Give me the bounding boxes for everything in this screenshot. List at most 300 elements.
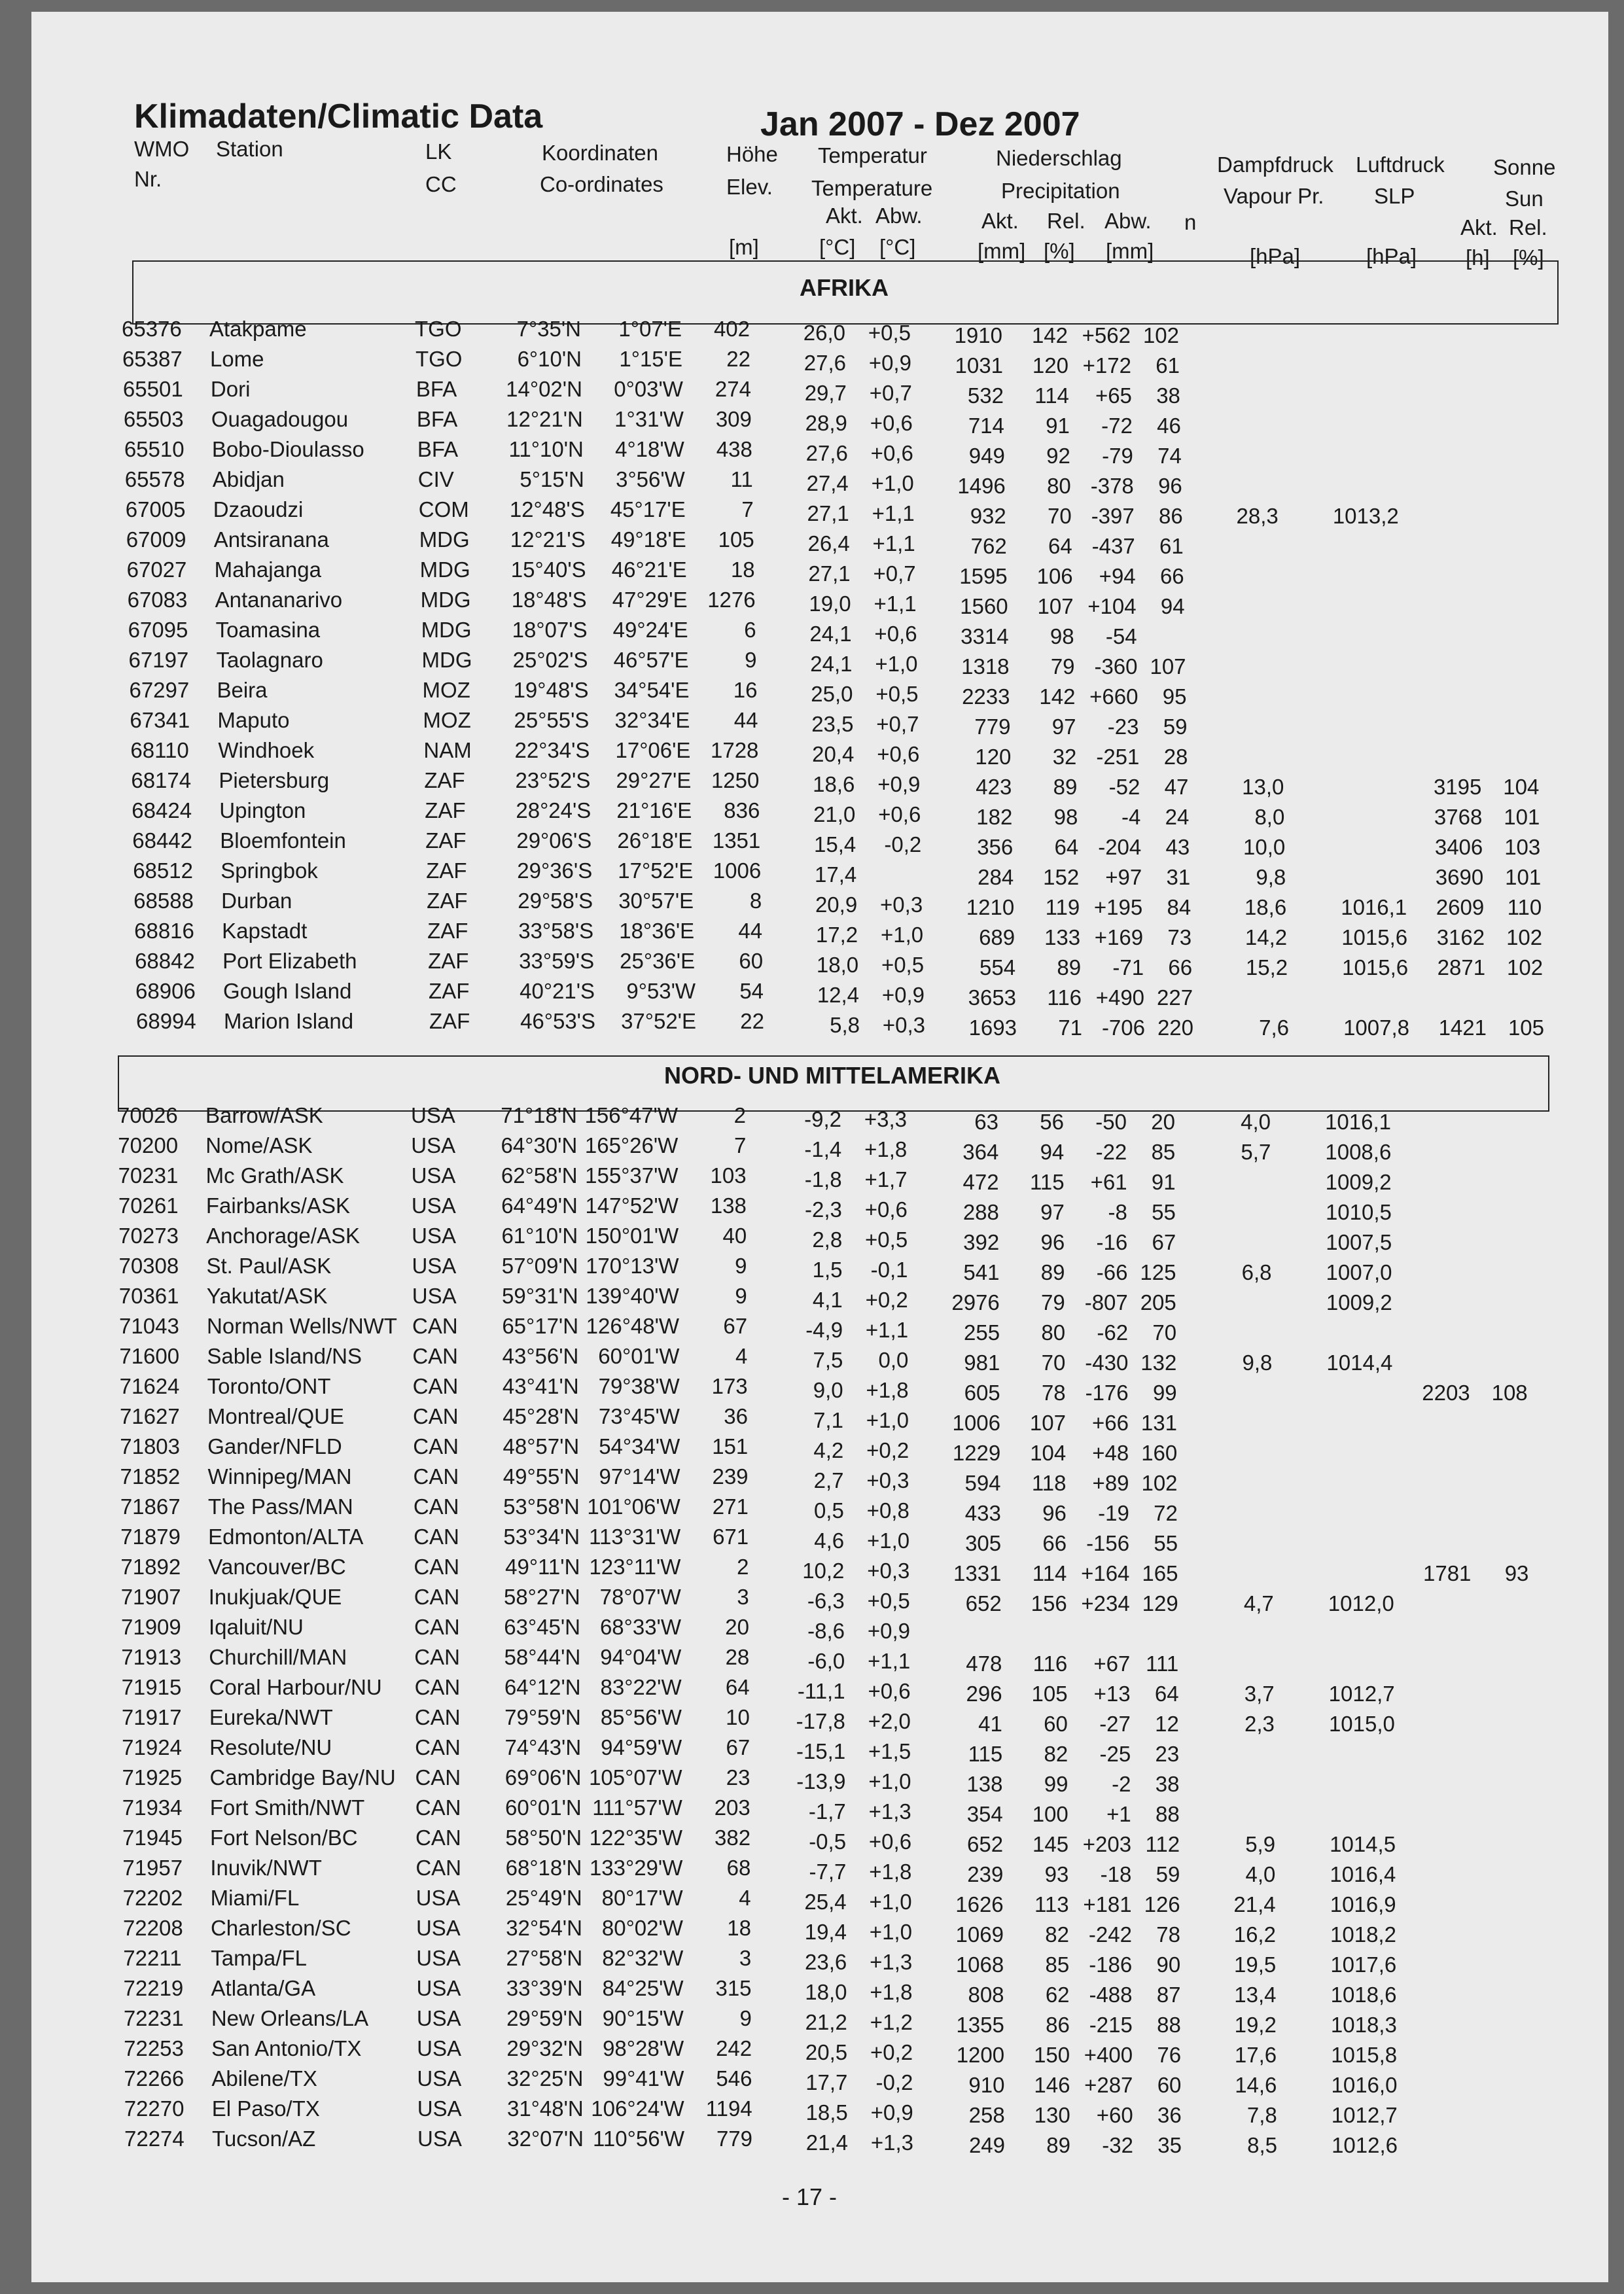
wmo-number: 70361 (118, 1284, 179, 1308)
precip-deviation: -16 (1096, 1230, 1128, 1254)
precip-deviation: -488 (1089, 1983, 1133, 2007)
latitude: 29°36'S (517, 858, 593, 883)
elevation: 44 (738, 919, 763, 943)
temp-actual: -9,2 (804, 1107, 841, 1131)
longitude: 170°13'W (586, 1254, 679, 1278)
precip-relative: 133 (1044, 925, 1081, 949)
precip-days: 78 (1156, 1922, 1180, 1947)
elevation: 1194 (705, 2096, 752, 2121)
precip-deviation: +1 (1106, 1802, 1131, 1826)
precip-days: 35 (1157, 2133, 1182, 2157)
sea-level-pressure: 1017,6 (1330, 1952, 1397, 1977)
temp-deviation: +1,1 (865, 1318, 909, 1342)
temp-actual: -15,1 (796, 1739, 846, 1763)
elevation: 10 (726, 1705, 750, 1729)
precip-relative: 89 (1046, 2133, 1070, 2157)
vapour-pressure: 10,0 (1243, 835, 1286, 859)
sunshine-relative: 110 (1507, 895, 1542, 919)
station-name: Antsiranana (213, 527, 329, 552)
wmo-number: 71909 (121, 1615, 181, 1639)
header-elev: Elev. (726, 175, 773, 199)
precip-actual: 762 (970, 534, 1007, 558)
station-name: Churchill/MAN (209, 1645, 347, 1669)
station-name: Iqaluit/NU (209, 1615, 304, 1639)
precip-days: 132 (1140, 1350, 1177, 1375)
sea-level-pressure: 1010,5 (1325, 1200, 1392, 1224)
country-code: MDG (421, 648, 472, 672)
latitude: 48°57'N (503, 1434, 580, 1458)
header-nied-unit-abw: [mm] (1106, 239, 1154, 263)
table-row (0, 434, 1624, 468)
precip-relative: 89 (1053, 775, 1078, 799)
temp-deviation: +0,2 (866, 1438, 909, 1462)
vapour-pressure: 7,8 (1246, 2103, 1277, 2127)
temp-deviation: +0,6 (874, 622, 917, 646)
elevation: 836 (724, 798, 760, 822)
longitude: 34°54'E (614, 678, 690, 702)
latitude: 15°40'S (510, 557, 586, 582)
temp-actual: 17,7 (805, 2070, 848, 2094)
latitude: 58°50'N (505, 1826, 582, 1850)
table-row (0, 946, 1624, 979)
temp-deviation: +0,9 (870, 2100, 913, 2125)
sea-level-pressure: 1015,6 (1342, 955, 1409, 979)
precip-days: 131 (1140, 1411, 1177, 1435)
precip-relative: 120 (1032, 353, 1068, 378)
precip-deviation: +562 (1082, 323, 1131, 347)
temp-actual: -17,8 (796, 1709, 845, 1733)
precip-actual: 554 (980, 955, 1016, 979)
precip-days: 66 (1168, 955, 1193, 979)
latitude: 5°15'N (520, 467, 584, 491)
longitude: 25°36'E (620, 949, 696, 973)
country-code: USA (415, 1916, 461, 1940)
temp-actual: 12,4 (817, 983, 860, 1007)
precip-days: 36 (1157, 2103, 1182, 2127)
precip-days: 61 (1159, 534, 1184, 558)
precip-deviation: -79 (1102, 444, 1133, 468)
precip-actual: 689 (979, 925, 1015, 949)
elevation: 242 (716, 2036, 752, 2060)
country-code: USA (412, 1284, 457, 1308)
station-name: Antananarivo (215, 588, 343, 612)
precip-deviation: -437 (1091, 534, 1135, 558)
country-code: CAN (415, 1856, 462, 1880)
latitude: 7°35'N (516, 317, 581, 341)
temp-deviation: 0,0 (878, 1348, 909, 1372)
vapour-pressure: 14,2 (1244, 925, 1288, 949)
precip-actual: 1331 (953, 1561, 1002, 1585)
table-row (0, 344, 1624, 378)
precip-days: 87 (1156, 1983, 1181, 2007)
elevation: 203 (714, 1795, 750, 1820)
precip-actual: 3653 (968, 985, 1017, 1010)
precip-days: 59 (1163, 715, 1188, 739)
table-row (0, 1582, 1624, 1615)
table-row (0, 314, 1624, 347)
temp-deviation: +0,6 (878, 802, 921, 826)
country-code: NAM (423, 738, 472, 762)
precip-actual: 932 (970, 504, 1006, 528)
sea-level-pressure: 1012,7 (1328, 1682, 1395, 1706)
table-row (0, 495, 1624, 528)
country-code: TGO (415, 347, 463, 371)
precip-relative: 79 (1041, 1290, 1065, 1315)
wmo-number: 68906 (135, 979, 196, 1003)
table-row (0, 374, 1624, 408)
station-name: Dzaoudzi (213, 497, 304, 521)
latitude: 29°58'S (518, 889, 593, 913)
temp-deviation: +0,6 (870, 441, 913, 465)
header-nr: Nr. (134, 167, 162, 191)
temp-actual: 27,1 (807, 501, 849, 525)
temp-actual: 27,1 (808, 561, 851, 586)
table-row (0, 1311, 1624, 1345)
country-code: CAN (413, 1494, 459, 1519)
header-temp-unit-abw: [°C] (879, 235, 916, 259)
precip-days: 20 (1151, 1110, 1175, 1134)
wmo-number: 68110 (130, 738, 189, 762)
elevation: 22 (726, 347, 750, 371)
precip-actual: 182 (976, 805, 1013, 829)
latitude: 25°49'N (505, 1886, 582, 1910)
longitude: 49°18'E (610, 527, 686, 552)
header-luftdruck: Luftdruck (1356, 152, 1445, 177)
temp-actual: 4,6 (814, 1528, 845, 1553)
precip-relative: 116 (1047, 985, 1082, 1010)
station-name: Abilene/TX (211, 2066, 317, 2091)
header-dampf-unit: [hPa] (1250, 244, 1301, 268)
elevation: 9 (735, 1254, 747, 1278)
precip-deviation: -8 (1108, 1200, 1127, 1224)
precip-relative: 98 (1050, 624, 1074, 648)
longitude: 79°38'W (598, 1374, 680, 1398)
precip-actual: 605 (964, 1381, 1000, 1405)
table-row (0, 2003, 1624, 2037)
station-name: Eureka/NWT (209, 1705, 333, 1729)
temp-actual: 17,4 (814, 862, 857, 887)
precip-deviation: +104 (1087, 594, 1137, 618)
header-temp-abw: Abw. (875, 203, 923, 228)
temp-deviation: +0,5 (865, 1227, 908, 1252)
precip-actual: 1693 (968, 1015, 1017, 1040)
header-sonne-unit-pct: [%] (1513, 245, 1544, 270)
precip-days: 23 (1155, 1742, 1180, 1766)
temp-deviation: +1,1 (874, 591, 917, 616)
precip-relative: 79 (1050, 654, 1075, 679)
elevation: 271 (712, 1494, 749, 1519)
precip-actual: 1210 (966, 895, 1015, 919)
latitude: 46°53'S (520, 1009, 595, 1033)
precip-days: 220 (1157, 1015, 1193, 1040)
longitude: 99°41'W (603, 2066, 684, 2091)
latitude: 27°58'N (506, 1946, 583, 1970)
wmo-number: 72208 (122, 1916, 183, 1940)
table-row (0, 1492, 1624, 1525)
sea-level-pressure: 1007,5 (1326, 1230, 1392, 1254)
latitude: 33°39'N (506, 1976, 583, 2000)
header-wmo: WMO (134, 137, 190, 161)
wmo-number: 71945 (122, 1826, 183, 1850)
wmo-number: 67341 (130, 708, 190, 732)
temp-deviation: +0,9 (877, 772, 921, 796)
precip-actual: 652 (967, 1832, 1004, 1856)
precip-relative: 70 (1041, 1350, 1066, 1375)
longitude: 94°04'W (600, 1645, 682, 1669)
table-row (0, 1823, 1624, 1856)
table-row (0, 1973, 1624, 2007)
station-name: Tucson/AZ (212, 2126, 316, 2151)
longitude: 82°32'W (602, 1946, 684, 1970)
country-code: CAN (414, 1555, 460, 1579)
precip-deviation: +65 (1095, 383, 1132, 408)
precip-days: 43 (1165, 835, 1190, 859)
country-code: USA (416, 2006, 461, 2030)
precip-actual: 1560 (960, 594, 1008, 618)
precip-deviation: -204 (1098, 835, 1142, 859)
table-row (0, 645, 1624, 679)
country-code: ZAF (429, 979, 470, 1003)
wmo-number: 71917 (121, 1705, 182, 1729)
sea-level-pressure: 1008,6 (1325, 1140, 1392, 1164)
country-code: CAN (415, 1765, 461, 1790)
longitude: 45°17'E (610, 497, 686, 521)
temp-actual: 21,4 (805, 2130, 848, 2155)
station-name: Springbok (221, 858, 318, 883)
temp-deviation: +0,3 (867, 1559, 910, 1583)
precip-actual: 1200 (956, 2043, 1005, 2067)
latitude: 79°59'N (504, 1705, 581, 1729)
precip-days: 76 (1157, 2043, 1182, 2067)
wmo-number: 72231 (123, 2006, 184, 2030)
wmo-number: 68994 (136, 1009, 196, 1033)
header-nied-akt: Akt. (981, 209, 1019, 233)
precip-days: 99 (1152, 1381, 1177, 1405)
wmo-number: 68512 (133, 858, 193, 883)
temp-actual: -8,6 (807, 1619, 845, 1643)
vapour-pressure: 15,2 (1245, 955, 1288, 979)
longitude: 80°02'W (601, 1916, 683, 1940)
precip-relative: 150 (1034, 2043, 1070, 2067)
country-code: USA (417, 2126, 462, 2151)
temp-deviation: +0,6 (870, 411, 913, 435)
latitude: 32°07'N (507, 2126, 584, 2151)
table-row (0, 1161, 1624, 1194)
table-row (0, 916, 1624, 949)
longitude: 126°48'W (586, 1314, 680, 1338)
header-cc: CC (425, 172, 457, 196)
temp-deviation: +0,7 (873, 561, 916, 586)
vapour-pressure: 2,3 (1244, 1712, 1275, 1736)
temp-actual: 18,0 (816, 953, 859, 977)
temp-deviation: +1,8 (869, 1860, 912, 1884)
longitude: 18°36'E (619, 919, 695, 943)
temp-actual: 20,9 (815, 892, 858, 917)
longitude: 1°31'W (614, 407, 684, 431)
latitude: 53°34'N (503, 1525, 580, 1549)
precip-relative: 142 (1031, 323, 1068, 347)
elevation: 4 (739, 1886, 751, 1910)
latitude: 64°12'N (504, 1675, 581, 1699)
country-code: ZAF (427, 919, 468, 943)
wmo-number: 72266 (124, 2066, 185, 2091)
precip-actual: 423 (976, 775, 1012, 799)
precip-deviation: -186 (1089, 1952, 1133, 1977)
precip-actual: 1496 (957, 474, 1006, 498)
precip-deviation: +89 (1092, 1471, 1129, 1495)
page-title: Klimadaten/Climatic Data (134, 97, 543, 135)
sunshine-hours: 1781 (1423, 1561, 1472, 1585)
precip-deviation: -397 (1091, 504, 1135, 528)
sunshine-relative: 93 (1504, 1561, 1529, 1585)
temp-deviation: +1,0 (880, 923, 924, 947)
precip-deviation: +164 (1081, 1561, 1130, 1585)
country-code: CAN (413, 1434, 459, 1458)
table-row (0, 1432, 1624, 1465)
precip-deviation: -360 (1094, 654, 1138, 679)
table-row (0, 826, 1624, 859)
temp-deviation: +1,0 (869, 1920, 912, 1944)
precip-relative: 100 (1032, 1802, 1068, 1826)
precip-actual: 1006 (952, 1411, 1000, 1435)
vapour-pressure: 4,7 (1243, 1591, 1274, 1615)
latitude: 68°18'N (505, 1856, 582, 1880)
precip-deviation: +234 (1081, 1591, 1130, 1615)
station-name: Charleston/SC (210, 1916, 351, 1940)
precip-relative: 70 (1048, 504, 1072, 528)
temp-actual: -6,0 (807, 1649, 845, 1673)
longitude: 32°34'E (614, 708, 690, 732)
table-row (0, 856, 1624, 889)
station-name: Inuvik/NWT (210, 1856, 322, 1880)
elevation: 1006 (713, 858, 762, 883)
elevation: 1250 (711, 768, 760, 792)
precip-actual: 779 (974, 715, 1011, 739)
sunshine-hours: 3690 (1435, 865, 1484, 889)
precip-deviation: -251 (1096, 745, 1140, 769)
precip-days: 47 (1164, 775, 1189, 799)
precip-deviation: -215 (1089, 2013, 1133, 2037)
sea-level-pressure: 1007,0 (1326, 1260, 1392, 1284)
latitude: 61°10'N (501, 1224, 578, 1248)
country-code: CAN (414, 1585, 460, 1609)
country-code: CAN (414, 1525, 459, 1549)
temp-deviation: +0,9 (881, 983, 925, 1007)
sea-level-pressure: 1018,6 (1330, 1983, 1397, 2007)
temp-actual: 25,4 (804, 1890, 847, 1914)
vapour-pressure: 7,6 (1259, 1015, 1289, 1040)
precip-days: 66 (1159, 564, 1184, 588)
station-name: Fort Nelson/BC (210, 1826, 358, 1850)
longitude: 37°52'E (621, 1009, 696, 1033)
header-nied-unit-akt: [mm] (978, 239, 1026, 263)
station-name: Ouagadougou (211, 407, 349, 431)
precip-relative: 114 (1032, 1561, 1067, 1585)
country-code: CAN (415, 1735, 461, 1759)
header-temp-akt: Akt. (826, 203, 863, 228)
latitude: 57°09'N (501, 1254, 578, 1278)
precip-actual: 63 (974, 1110, 998, 1134)
temp-actual: 21,0 (813, 802, 856, 826)
table-row (0, 675, 1624, 709)
precip-actual: 949 (968, 444, 1005, 468)
table-row (0, 976, 1624, 1010)
precip-deviation: +48 (1092, 1441, 1129, 1465)
latitude: 62°58'N (501, 1163, 578, 1188)
precip-deviation: -50 (1095, 1110, 1127, 1134)
sea-level-pressure: 1016,4 (1330, 1862, 1396, 1886)
country-code: ZAF (425, 798, 466, 822)
temp-actual: 23,6 (805, 1950, 847, 1974)
station-name: Bloemfontein (220, 828, 346, 853)
precip-deviation: +203 (1082, 1832, 1132, 1856)
precip-deviation: +60 (1096, 2103, 1133, 2127)
precip-deviation: -22 (1095, 1140, 1127, 1164)
sunshine-hours: 3768 (1434, 805, 1483, 829)
precip-days: 85 (1151, 1140, 1176, 1164)
vapour-pressure: 14,6 (1235, 2073, 1277, 2097)
elevation: 16 (733, 678, 758, 702)
precip-deviation: -430 (1085, 1350, 1129, 1375)
precip-actual: 1626 (955, 1892, 1004, 1916)
temp-deviation: +0,8 (866, 1498, 909, 1523)
precip-relative: 85 (1045, 1952, 1070, 1977)
station-name: Edmonton/ALTA (208, 1525, 364, 1549)
table-row (0, 1221, 1624, 1254)
temp-actual: 0,5 (813, 1498, 844, 1523)
country-code: USA (412, 1254, 457, 1278)
longitude: 30°57'E (618, 889, 694, 913)
temp-actual: 1,5 (812, 1258, 843, 1282)
station-name: St. Paul/ASK (206, 1254, 332, 1278)
temp-actual: 26,0 (803, 321, 845, 345)
temp-deviation: +0,5 (875, 682, 919, 706)
country-code: USA (417, 2036, 461, 2060)
station-name: Abidjan (212, 467, 285, 491)
header-nied-abw: Abw. (1104, 209, 1152, 233)
precip-relative: 80 (1041, 1320, 1066, 1345)
precip-actual: 3314 (961, 624, 1009, 648)
longitude: 60°01'W (598, 1344, 680, 1368)
temp-deviation: +1,3 (868, 1799, 911, 1824)
country-code: ZAF (424, 768, 465, 792)
station-name: Miami/FL (210, 1886, 300, 1910)
station-name: Toamasina (215, 618, 321, 642)
elevation: 7 (733, 1133, 747, 1157)
temp-deviation: +1,3 (870, 1950, 913, 1974)
table-row (0, 615, 1624, 648)
longitude: 46°57'E (613, 648, 689, 672)
precip-relative: 78 (1041, 1381, 1066, 1405)
vapour-pressure: 8,0 (1254, 805, 1285, 829)
precip-relative: 119 (1045, 895, 1080, 919)
precip-actual: 305 (965, 1531, 1002, 1555)
station-name: Atlanta/GA (211, 1976, 316, 2000)
header-temp-unit-akt: [°C] (819, 235, 856, 259)
sunshine-relative: 102 (1506, 925, 1543, 949)
country-code: USA (411, 1163, 456, 1188)
latitude: 43°56'N (502, 1344, 579, 1368)
table-row (0, 1371, 1624, 1405)
wmo-number: 72219 (123, 1976, 184, 2000)
station-name: Cambridge Bay/NU (209, 1765, 396, 1790)
wmo-number: 71924 (122, 1735, 182, 1759)
sunshine-hours: 1421 (1438, 1015, 1487, 1040)
sunshine-hours: 2871 (1437, 955, 1486, 979)
station-name: El Paso/TX (211, 2096, 320, 2121)
temp-deviation: +1,0 (866, 1528, 910, 1553)
elevation: 9 (739, 2006, 752, 2030)
